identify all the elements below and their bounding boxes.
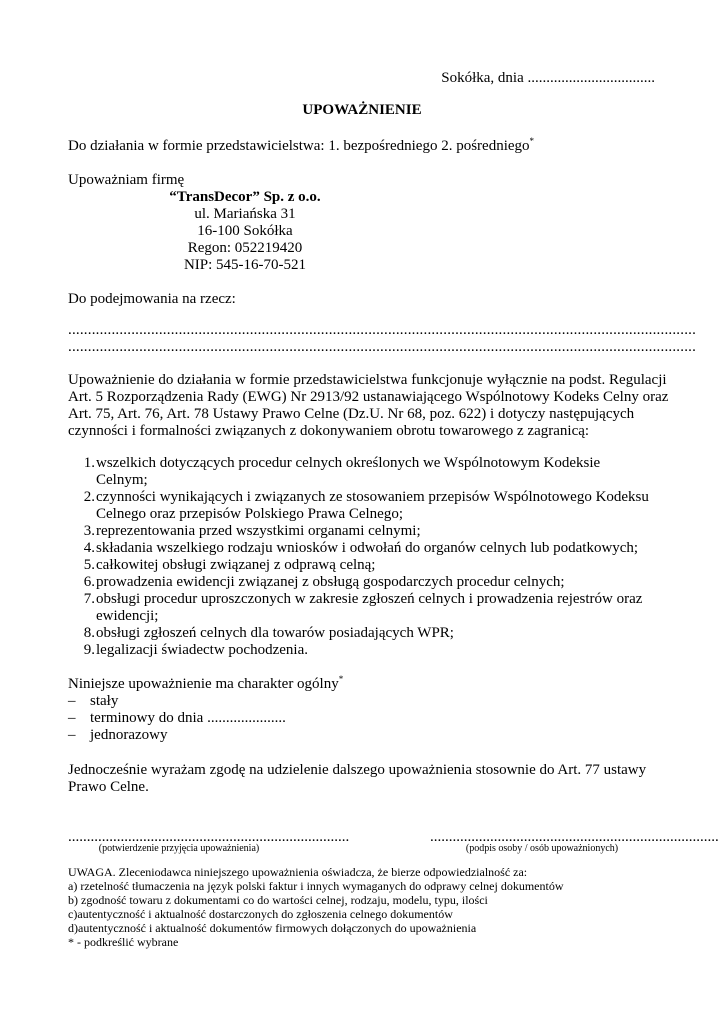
list-item-text: całkowitej obsługi związanej z odprawą celną; <box>96 557 376 573</box>
list-item-text-line: wszelkich dotyczących procedur celnych określonych we Wspólnotowym Kodeksie <box>96 455 601 471</box>
authorize-intro: Upoważniam firmę <box>68 172 185 188</box>
authorized-signature-caption: (podpis osoby / osób upoważnionych) <box>465 843 619 854</box>
list-item <box>81 642 668 659</box>
company-nip: NIP: 545-16-70-521 <box>183 257 307 273</box>
list-item <box>81 574 668 591</box>
company-regon: Regon: 052219420 <box>187 240 303 256</box>
nature-option <box>68 727 286 744</box>
list-item-text-line: ewidencji; <box>96 608 159 624</box>
nature-option-label: terminowy do dnia ..................... <box>90 710 286 726</box>
list-item-text <box>96 591 666 625</box>
dash-bullet: – <box>68 727 76 743</box>
on-behalf-fill-line-1: ............................................................................................................................................................... <box>68 322 697 338</box>
list-item-number: 7. <box>83 591 95 607</box>
consent-line: Prawo Celne. <box>68 779 149 795</box>
company-name: “TransDecor” Sp. z o.o. <box>169 189 321 205</box>
dash-bullet: – <box>68 693 76 709</box>
company-city: 16-100 Sokółka <box>197 223 293 239</box>
list-item-number: 1. <box>83 455 95 471</box>
list-item-text-line: Celnym; <box>96 472 148 488</box>
legal-basis-line: czynności i formalności związanych z dokonywaniem obrotu towarowego z zagranicą: <box>68 423 590 439</box>
list-item <box>81 523 668 540</box>
list-item-number: 3. <box>83 523 95 539</box>
on-behalf-label: Do podejmowania na rzecz: <box>68 291 236 307</box>
consent-paragraph <box>68 762 668 796</box>
list-item-text: składania wszelkiego rodzaju wniosków i odwołań do organów celnych lub podatkowych; <box>96 540 639 556</box>
legal-basis-line: Art. 75, Art. 76, Art. 78 Ustawy Prawo Celne (Dz.U. Nr 68, poz. 622) i dotyczy następujących <box>68 406 635 422</box>
list-item-number: 8. <box>83 625 95 641</box>
nature-options-list <box>68 693 286 744</box>
notice-block <box>68 865 564 949</box>
nature-option <box>68 693 286 710</box>
list-item-number: 6. <box>83 574 95 590</box>
company-street: ul. Mariańska 31 <box>194 206 296 222</box>
list-item-text <box>96 489 666 523</box>
place-date-line: Sokółka, dnia .................................. <box>441 70 655 86</box>
list-item-text: reprezentowania przed wszystkimi organami celnymi; <box>96 523 421 539</box>
list-item-text-line: obsługi procedur uproszczonych w zakresie zgłoszeń celnych i prowadzenia rejestrów oraz <box>96 591 643 607</box>
list-item-number: 9. <box>83 642 95 658</box>
nature-asterisk: * <box>338 674 344 684</box>
notice-item-a: a) rzetelność tłumaczenia na język polski faktur i innych wymaganych do odprawy celnej dokumentów <box>68 879 564 893</box>
list-item <box>81 557 668 574</box>
list-item-text: legalizacji świadectw pochodzenia. <box>96 642 308 658</box>
consent-line: Jednocześnie wyrażam zgodę na udzielenie dalszego upoważnienia stosownie do Art. 77 ustawy <box>68 762 647 778</box>
nature-option-label: jednorazowy <box>90 727 168 743</box>
notice-intro: UWAGA. Zleceniodawca niniejszego upoważnienia oświadcza, że bierze odpowiedzialność za: <box>68 865 528 879</box>
activities-list <box>68 455 668 659</box>
authorized-signature-line: ............................................................................. <box>430 829 719 845</box>
representation-text: Do działania w formie przedstawicielstwa: 1. bezpośredniego 2. pośredniego <box>68 138 530 154</box>
nature-text: Niniejsze upoważnienie ma charakter ogólny <box>68 676 339 692</box>
list-item <box>81 540 668 557</box>
legal-basis-line: Upoważnienie do działania w formie przedstawicielstwa funkcjonuje wyłącznie na podst. Regulacji <box>68 372 667 388</box>
list-item-number: 5. <box>83 557 95 573</box>
list-item <box>81 591 668 625</box>
legal-basis-paragraph <box>68 372 669 440</box>
list-item <box>81 625 668 642</box>
nature-option-label: stały <box>90 693 119 709</box>
nature-option <box>68 710 286 727</box>
list-item-number: 4. <box>83 540 95 556</box>
acceptance-signature-line: ........................................................................... <box>68 829 350 845</box>
list-item-text <box>96 455 666 489</box>
list-item-text: prowadzenia ewidencji związanej z obsługą gospodarczych procedur celnych; <box>96 574 565 590</box>
acceptance-signature-caption: (potwierdzenie przyjęcia upoważnienia) <box>98 843 260 854</box>
nature-line <box>68 676 343 693</box>
list-item <box>81 455 668 489</box>
dash-bullet: – <box>68 710 76 726</box>
list-item-text-line: Celnego oraz przepisów Polskiego Prawa Celnego; <box>96 506 404 522</box>
list-item-number: 2. <box>83 489 95 505</box>
representation-form-line <box>68 138 534 155</box>
company-block <box>120 189 370 274</box>
list-item-text: obsługi zgłoszeń celnych dla towarów posiadających WPR; <box>96 625 454 641</box>
notice-item-c: c)autentyczność i aktualność dostarczonych do zgłoszenia celnego dokumentów <box>68 907 453 921</box>
on-behalf-fill-line-2: ............................................................................................................................................................... <box>68 339 697 355</box>
document-title: UPOWAŻNIENIE <box>302 102 422 118</box>
notice-item-d: d)autentyczność i aktualność dokumentów firmowych dołączonych do upoważnienia <box>68 921 477 935</box>
notice-item-b: b) zgodność towaru z dokumentami co do wartości celnej, rodzaju, modelu, typu, ilości <box>68 893 488 907</box>
list-item-text-line: czynności wynikających i związanych ze stosowaniem przepisów Wspólnotowego Kodeksu <box>96 489 649 505</box>
notice-footnote: * - podkreślić wybrane <box>68 935 179 949</box>
representation-asterisk: * <box>529 136 535 146</box>
list-item <box>81 489 668 523</box>
legal-basis-line: Art. 5 Rozporządzenia Rady (EWG) Nr 2913/92 ustanawiającego Wspólnotowy Kodeks Celny oraz <box>68 389 669 405</box>
